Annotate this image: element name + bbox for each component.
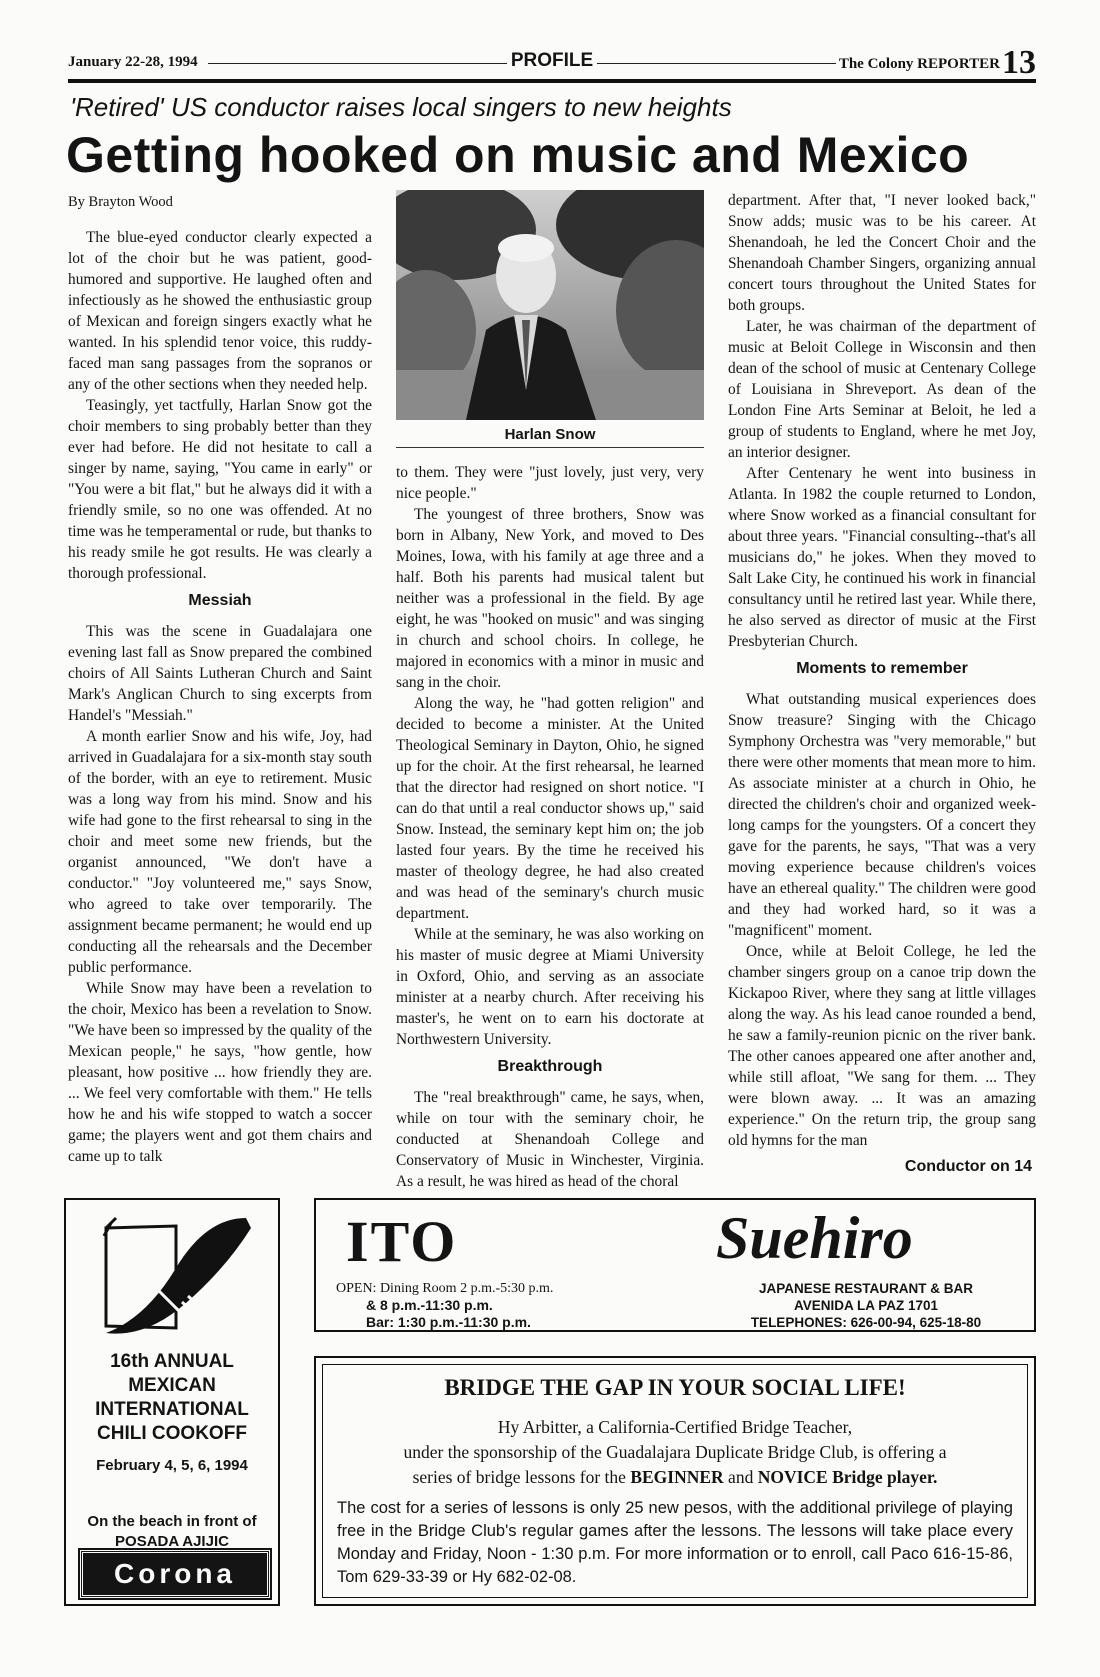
restaurant-ad [314,1198,1036,1332]
paragraph: department. After that, "I never looked back," Snow adds; music was to be his career. At Shenandoah, he led the Concert Choir and the Shenandoah Chamber Singers, organizing annual concert tours throughout the United States for both groups. [728,192,1036,314]
article-kicker: 'Retired' US conductor raises local singers to new heights [70,92,732,122]
chili-dates: February 4, 5, 6, 1994 [96,1457,248,1474]
corona-logo: Corona [80,1550,270,1598]
continued-jump: Conductor on 14 [904,1158,1032,1175]
paragraph: While at the seminary, he was also working on his master of music degree at Miami University in Oxford, Ohio, and serving as an associate minister at a nearby church. After receiving his master's, he went on to earn his doctorate at Northwestern University. [396,926,704,1048]
ito-logo: ITO [346,1209,458,1274]
bridge-ad-line: under the sponsorship of the Guadalajara Duplicate Bridge Club, is offering a [403,1442,947,1462]
masthead [68,44,1036,82]
subheading-moments: Moments to remember [796,660,968,677]
chili-title-line: MEXICAN [128,1375,216,1396]
paragraph: What outstanding musical experiences does Snow treasure? Singing with the Chicago Symphony Orchestra was "very memorable," but there were other moments that mean more to him. As associate minister at a church in Ohio, he directed the children's choir and organized week-long camps for the youngsters. Of a concert they gave for the parents, he says, "That was a very moving experience because children's voices have an ethereal quality." The children were good and they had worked hard, so it was a "magnificent" moment. [728,691,1036,939]
hours-line: OPEN: Dining Room 2 p.m.-5:30 p.m. [336,1281,554,1296]
article-column-2 [396,462,704,1192]
paragraph: The "real breakthrough" came, he says, when, while on tour with the seminary choir, he conducted at Shenandoah College and Conservatory of Music in Winchester, Virginia. As a result, he was hired as head of the choral [396,1089,704,1190]
paragraph: Teasingly, yet tactfully, Harlan Snow got the choir members to sing probably better than they ever had before. He did not hesitate to call a singer by name, saying, "You came in early" or "You were a bit flat," but he always did it with a friendly smile, so no one was offended. At no time was he temperamental or rude, but thanks to his ready smile he got results. He was clearly a thorough professional. [68,397,372,582]
article-headline: Getting hooked on music and Mexico [66,127,970,183]
bridge-ad-line: Hy Arbitter, a California-Certified Bridge Teacher, [497,1417,853,1437]
article-column-3 [728,190,1036,1151]
paragraph: This was the scene in Guadalajara one evening last fall as Snow prepared the combined choirs of All Saints Lutheran Church and Saint Mark's Anglican Church to sing excerpts from Handel's "Messiah." [68,623,372,724]
chili-title-line: INTERNATIONAL [95,1399,249,1420]
photo-caption: Harlan Snow [396,426,704,448]
paragraph: While Snow may have been a revelation to the choir, Mexico has been a revelation to Snow. "We have been so impressed by the quality of the Mexican people," he says, "how gentle, how pleasant, how positive ... how friendly they are. ... We feel very comfortable with them." He tells how he and his wife stopped to watch a soccer game; the players went and got them chairs and came up to talk [68,980,372,1165]
restaurant-info [716,1280,1016,1331]
bridge-lessons-ad [314,1356,1036,1606]
paragraph: After Centenary he went into business in Atlanta. In 1982 the couple returned to London, where Snow worked as a financial consultant for about three years. "Financial consulting--that's all musicians do," he jokes. When they moved to Salt Lake City, he continued his work in financial consultancy until he retired last year. While there, he also served as director of music at the First Presbyterian Church. [728,465,1036,650]
info-line: AVENIDA LA PAZ 1701 [793,1298,939,1313]
article-column-1 [68,192,372,1167]
bridge-ad-bold: BEGINNER [630,1467,724,1487]
chili-title [66,1350,278,1446]
paragraph: A month earlier Snow and his wife, Joy, had arrived in Guadalajara for a six-month stay south of the border, with an eye to retirement. Music was a long way from his mind. Snow and his wife had gone to the first rehearsal to sing in the choir and meet some new friends, but the organist announced, "We don't have a conductor." "Joy volunteered me," says Snow, who agreed to take over temporarily. The assignment became permanent; he would end up conducting all the rehearsals and the December public performance. [68,728,372,976]
info-line: TELEPHONES: 626-00-94, 625-18-80 [750,1315,982,1330]
suehiro-logo: Suehiro [716,1205,913,1271]
bridge-ad-body [337,1415,1013,1490]
bridge-ad-text: series of bridge lessons for the [412,1467,631,1487]
paragraph: Along the way, he "had gotten religion" and decided to become a minister. At the United Theological Seminary in Dayton, Ohio, he signed up for the choir. At the first rehearsal, he learned that the director had resigned on short notice. "I can do that until a real conductor shows up," said Snow. Instead, the seminary kept him on; the job lasted four years. By the time he received his master of theology degree, he had also created and was head of the seminary's church music department. [396,695,704,922]
publication-name: The Colony REPORTER [838,56,1000,72]
hours-line: Bar: 1:30 p.m.-11:30 p.m. [366,1314,531,1330]
chili-cookoff-ad [64,1198,280,1606]
chili-location [66,1512,278,1552]
hours-line: & 8 p.m.-11:30 p.m. [366,1297,493,1313]
paragraph: to them. They were "just lovely, just very, very nice people." [396,464,704,502]
section-label: PROFILE [507,50,597,71]
portrait-photo [396,190,704,420]
chili-location-line: On the beach in front of [87,1513,257,1530]
paragraph: The youngest of three brothers, Snow was born in Albany, New York, and moved to Des Moines, Iowa, with his family at age three and a half. Both his parents had musical talent but neither was a professional in the field. By age eight, he was "hooked on music" and was singing in church and school choirs. In college, he majored in economics with a minor in music and sang in the choir. [396,506,704,691]
subheading-messiah: Messiah [188,592,252,609]
bridge-ad-bold: NOVICE Bridge player. [757,1467,938,1487]
chili-title-line: CHILI COOKOFF [97,1423,247,1444]
bridge-ad-terms: The cost for a series of lessons is only 25 new pesos, with the additional privilege of playing free in the Bridge Club's regular games after the lessons. The lessons will take place every Monday and Friday, Noon - 1:30 p.m. For more information or to enroll, call Paco 616-15-86, Tom 629-33-39 or Hy 682-02-08. [337,1499,1013,1586]
page-number: 13 [1002,44,1036,81]
issue-date: January 22-28, 1994 [68,54,198,70]
chili-pepper-fork-illustration-icon [86,1208,266,1348]
info-line: JAPANESE RESTAURANT & BAR [758,1281,974,1296]
paragraph: Once, while at Beloit College, he led the chamber singers group on a canoe trip down the Kickapoo River, where they sang at little villages along the way. As his lead canoe rounded a bend, he saw a family-reunion picnic on the river bank. The other canoes appeared one after another and, while still afloat, "We sang for them. ... They were blown away. ... It was an amazing experience." On the return trip, the group sang old hymns for the man [728,943,1036,1149]
paragraph: Later, he was chairman of the department of music at Beloit College in Wisconsin and then dean of the school of music at Centenary College of Louisiana in Shreveport. As dean of the London Fine Arts Seminar at Beloit, he led a group of students to England, where he met Joy, an interior designer. [728,318,1036,461]
bridge-ad-inner-border [322,1364,1028,1598]
masthead-thick-rule [68,79,1036,83]
chili-title-line: 16th ANNUAL [110,1351,234,1372]
subheading-breakthrough: Breakthrough [497,1058,603,1075]
bridge-ad-line [337,1465,1013,1490]
chili-location-line: POSADA AJIJIC [115,1533,229,1550]
paragraph: The blue-eyed conductor clearly expected a lot of the choir but he was patient, good-humored and supportive. He laughed often and infectiously as he showed the enthusiastic group of Mexican and foreign singers exactly what he wanted. In his splendid tenor voice, this ruddy-faced man sang passages from the sopranos or any of the other sections when they needed help. [68,229,372,393]
restaurant-hours [336,1280,553,1331]
bridge-ad-text: and [723,1467,758,1487]
bridge-ad-title: BRIDGE THE GAP IN YOUR SOCIAL LIFE! [444,1375,906,1400]
byline: By Brayton Wood [68,194,173,210]
portrait-photo-icon [396,190,704,420]
